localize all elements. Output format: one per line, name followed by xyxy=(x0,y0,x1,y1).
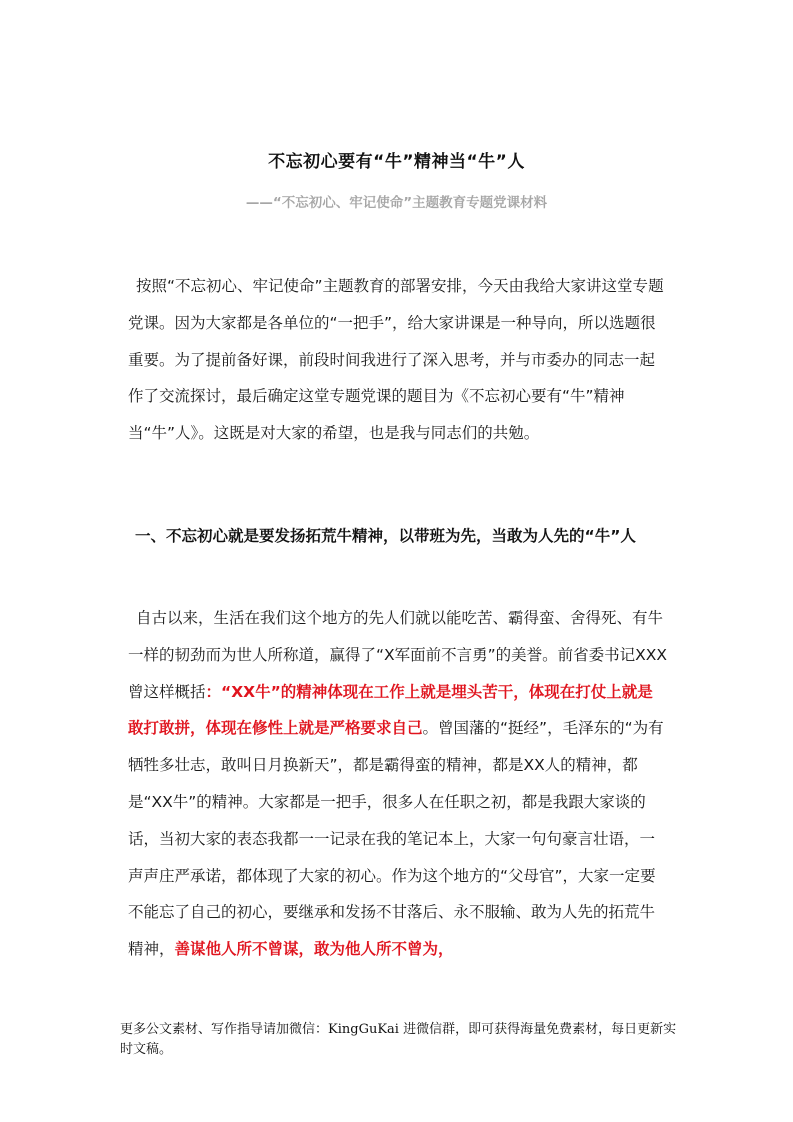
paragraph-text: 。曾国藩的“挺经”，毛泽东的“为有牺牲多壮志，敢叫日月换新天”，都是霸得蛮的精神，都是XX人的精神，都是“XX牛”的精神。大家都是一把手，很多人在任职之初，都是我跟大家谈的话，当初大家的表态我都一一记录在我的笔记本上，大家一句句豪言壮语，一声声庄严承诺，都体现了大家的初心。作为这个地方的“父母官”，大家一定要不能忘了自己的初心，要继承和发扬不甘落后、永不服输、敢为人先的拓荒牛精神， xyxy=(128,719,664,959)
document-title: 不忘初心要有“牛”精神当“牛”人 xyxy=(268,152,525,172)
section-1-body xyxy=(128,600,668,968)
intro-section xyxy=(128,268,668,452)
highlighted-quote: ：“XX牛”的精神体现在工作上就是埋头苦干，体现在打仗上就是敢打敢拼，体现在修性上就是严格要求自己 xyxy=(128,682,653,738)
intro-paragraph: 按照“不忘初心、牢记使命”主题教育的部署安排，今天由我给大家讲这堂专题党课。因为大家都是各单位的“一把手”，给大家讲课是一种导向，所以选题很重要。为了提前备好课，前段时间我进行了深入思考，并与市委办的同志一起作了交流探讨，最后确定这堂专题党课的题目为《不忘初心要有“牛”精神当“牛”人》。这既是对大家的希望，也是我与同志们的共勉。 xyxy=(128,277,664,443)
section-heading-1: 一、不忘初心就是要发扬拓荒牛精神，以带班为先，当敢为人先的“牛”人 xyxy=(135,527,636,545)
highlighted-phrase: 善谋他人所不曾谋，敢为他人所不曾为， xyxy=(174,940,454,959)
section-1-paragraph xyxy=(128,600,668,968)
paragraph-text: 自古以来，生活在我们这个地方的先人们就以能吃苦、霸得蛮、舍得死、有牛一样的韧劲而为世人所称道，赢得了“X军面前不言勇”的美誉。前省委书记XXX曾这样概括 xyxy=(128,609,668,701)
footer-note: 更多公文素材、写作指导请加微信：KingGuKai 进微信群，即可获得海量免费素材，每日更新实时文稿。 xyxy=(120,1022,677,1057)
document-subtitle: ——“不忘初心、牢记使命”主题教育专题党课材料 xyxy=(245,195,548,211)
